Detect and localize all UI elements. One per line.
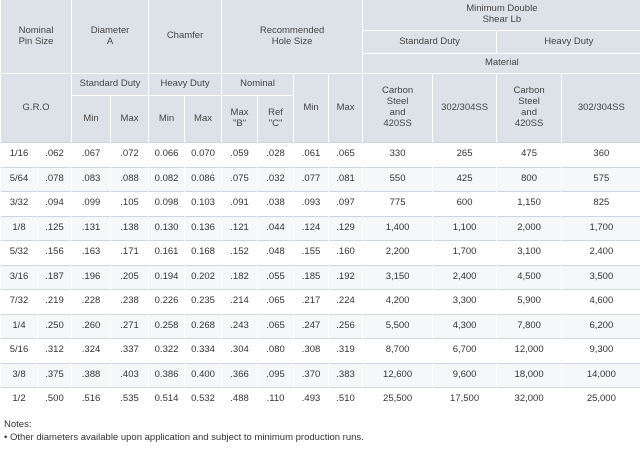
table-cell: 5/32 [1,241,38,266]
table-cell: 25,000 [562,388,640,412]
table-cell: 0.082 [149,167,185,192]
notes-item: • Other diameters available upon application and subject to minimum production runs. [4,431,364,443]
header-chamfer-heavy-duty: Heavy Duty [149,74,222,96]
table-cell: 5,500 [363,314,433,339]
table-cell: 360 [562,143,640,168]
table-cell: .138 [111,216,149,241]
table-row [1,241,640,266]
header-nominal-pin-size: Nominal Pin Size [1,0,72,74]
table-cell: .083 [72,167,111,192]
table-cell: .125 [38,216,72,241]
table-cell: .062 [38,143,72,168]
table-cell: .055 [258,265,294,290]
table-cell: .312 [38,339,72,364]
table-cell: .324 [72,339,111,364]
table-cell: .038 [258,192,294,217]
table-cell: .383 [329,363,363,388]
header-chamfer: Chamfer [149,0,222,74]
table-cell: .088 [111,167,149,192]
table-cell: .065 [258,314,294,339]
table-cell: 17,500 [433,388,497,412]
table-cell: 2,400 [562,241,640,266]
table-cell: 600 [433,192,497,217]
table-cell: .500 [38,388,72,412]
table-cell: .510 [329,388,363,412]
table-cell: .156 [38,241,72,266]
table-cell: .224 [329,290,363,315]
table-cell: .061 [294,143,329,168]
table-cell: .196 [72,265,111,290]
header-shear-standard-duty: Standard Duty [363,31,497,54]
table-cell: .219 [38,290,72,315]
table-cell: 2,000 [497,216,562,241]
table-cell: 12,000 [497,339,562,364]
header-chamfer-max: Max [185,96,222,143]
table-cell: .192 [329,265,363,290]
table-cell: 0.168 [185,241,222,266]
table-cell: .093 [294,192,329,217]
table-cell: .205 [111,265,149,290]
table-cell: .370 [294,363,329,388]
header-diameter: Diameter A [72,0,149,74]
header-hole-max: Max [329,74,363,143]
table-cell: .260 [72,314,111,339]
table-row [1,143,640,168]
header-material: Material [363,54,640,74]
table-cell: 0.226 [149,290,185,315]
table-row [1,290,640,315]
table-cell: .488 [222,388,258,412]
table-cell: 3/8 [1,363,38,388]
table-cell: 1/2 [1,388,38,412]
table-cell: 1,700 [562,216,640,241]
table-cell: .072 [111,143,149,168]
table-cell: .048 [258,241,294,266]
table-cell: .028 [258,143,294,168]
table-cell: 6,700 [433,339,497,364]
table-cell: .535 [111,388,149,412]
header-diameter-standard-duty: Standard Duty [72,74,149,96]
table-cell: 7/32 [1,290,38,315]
table-cell: .044 [258,216,294,241]
table-cell: 0.103 [185,192,222,217]
table-cell: 775 [363,192,433,217]
table-cell: .256 [329,314,363,339]
table-cell: 4,200 [363,290,433,315]
table-cell: 2,200 [363,241,433,266]
table-cell: .163 [72,241,111,266]
table-cell: 1,700 [433,241,497,266]
table-cell: 7,800 [497,314,562,339]
table-cell: 4,500 [497,265,562,290]
table-cell: 0.386 [149,363,185,388]
table-cell: .366 [222,363,258,388]
table-row [1,339,640,364]
table-cell: .243 [222,314,258,339]
table-cell: 9,600 [433,363,497,388]
table-cell: 425 [433,167,497,192]
header-chamfer-min: Min [149,96,185,143]
table-cell: .110 [258,388,294,412]
header-diameter-min: Min [72,96,111,143]
header-std-carbon-steel: Carbon Steel and 420SS [363,74,433,143]
table-cell: 12,600 [363,363,433,388]
table-cell: 0.194 [149,265,185,290]
table-cell: 1,150 [497,192,562,217]
table-cell: .228 [72,290,111,315]
table-cell: .160 [329,241,363,266]
table-cell: 1,400 [363,216,433,241]
table-cell: 0.066 [149,143,185,168]
header-nominal: Nominal [222,74,294,96]
table-cell: 3,100 [497,241,562,266]
table-cell: .059 [222,143,258,168]
table-cell: 330 [363,143,433,168]
table-row [1,167,640,192]
header-heavy-302-304ss: 302/304SS [562,74,640,143]
table-cell: .337 [111,339,149,364]
table-cell: .319 [329,339,363,364]
table-cell: .152 [222,241,258,266]
table-cell: .097 [329,192,363,217]
table-cell: 0.400 [185,363,222,388]
table-cell: 575 [562,167,640,192]
table-cell: 475 [497,143,562,168]
table-cell: .271 [111,314,149,339]
table-cell: 3,300 [433,290,497,315]
table-cell: 0.258 [149,314,185,339]
table-cell: 0.130 [149,216,185,241]
table-cell: 0.268 [185,314,222,339]
table-cell: .065 [258,290,294,315]
table-cell: .493 [294,388,329,412]
table-cell: .247 [294,314,329,339]
table-cell: .091 [222,192,258,217]
table-cell: 0.161 [149,241,185,266]
table-cell: .187 [38,265,72,290]
table-cell: 1/16 [1,143,38,168]
table-cell: .077 [294,167,329,192]
table-cell: 0.334 [185,339,222,364]
table-cell: 1/8 [1,216,38,241]
table-cell: 1,100 [433,216,497,241]
table-cell: .171 [111,241,149,266]
table-cell: .080 [258,339,294,364]
table-cell: .388 [72,363,111,388]
table-cell: 5,900 [497,290,562,315]
table-cell: 0.202 [185,265,222,290]
table-row [1,265,640,290]
table-cell: 32,000 [497,388,562,412]
table-cell: 9,300 [562,339,640,364]
table-cell: 6,200 [562,314,640,339]
header-recommended-hole-size: Recommended Hole Size [222,0,363,74]
table-cell: 25,500 [363,388,433,412]
table-body [1,143,640,412]
header-std-302-304ss: 302/304SS [433,74,497,143]
table-cell: .075 [222,167,258,192]
table-cell: 1/4 [1,314,38,339]
table-cell: 0.322 [149,339,185,364]
table-row [1,216,640,241]
header-heavy-carbon-steel: Carbon Steel and 420SS [497,74,562,143]
header-gro: G.R.O [1,74,72,143]
table-cell: 0.070 [185,143,222,168]
table-row [1,388,640,412]
table-cell: .124 [294,216,329,241]
table-cell: 4,300 [433,314,497,339]
table-cell: .375 [38,363,72,388]
table-cell: 3,500 [562,265,640,290]
table-cell: 5/16 [1,339,38,364]
table-cell: .099 [72,192,111,217]
table-cell: .238 [111,290,149,315]
table-cell: .155 [294,241,329,266]
table-cell: .131 [72,216,111,241]
table-cell: .516 [72,388,111,412]
table-cell: 265 [433,143,497,168]
table-header [1,0,640,143]
table-cell: 0.086 [185,167,222,192]
table-cell: .081 [329,167,363,192]
table-cell: .304 [222,339,258,364]
table-cell: 14,000 [562,363,640,388]
table-cell: 8,700 [363,339,433,364]
table-cell: .214 [222,290,258,315]
table-cell: 2,400 [433,265,497,290]
table-cell: 800 [497,167,562,192]
table-cell: .129 [329,216,363,241]
table-cell: 0.514 [149,388,185,412]
table-cell: .078 [38,167,72,192]
table-cell: 3/32 [1,192,38,217]
table-cell: .067 [72,143,111,168]
table-cell: .250 [38,314,72,339]
table-cell: 0.532 [185,388,222,412]
header-diameter-max: Max [111,96,149,143]
header-min-double-shear: Minimum Double Shear Lb [363,0,640,31]
table-cell: .094 [38,192,72,217]
table-cell: .065 [329,143,363,168]
table-cell: 3/16 [1,265,38,290]
table-cell: .185 [294,265,329,290]
table-cell: .121 [222,216,258,241]
table-cell: .403 [111,363,149,388]
notes-section [0,412,640,444]
table-cell: 4,600 [562,290,640,315]
table-cell: .032 [258,167,294,192]
table-cell: .095 [258,363,294,388]
header-shear-heavy-duty: Heavy Duty [497,31,640,54]
table-cell: 550 [363,167,433,192]
table-cell: .217 [294,290,329,315]
header-nominal-ref-c: Ref "C" [258,96,294,143]
table-cell: 3,150 [363,265,433,290]
table-row [1,363,640,388]
table-cell: 0.136 [185,216,222,241]
table-cell: 18,000 [497,363,562,388]
table-cell: .182 [222,265,258,290]
table-cell: 0.235 [185,290,222,315]
header-nominal-max-b: Max "B" [222,96,258,143]
header-hole-min: Min [294,74,329,143]
table-row [1,314,640,339]
table-cell: .105 [111,192,149,217]
table-cell: 825 [562,192,640,217]
table-row [1,192,640,217]
table-cell: .308 [294,339,329,364]
table-cell: 0.098 [149,192,185,217]
notes-title: Notes: [4,418,32,430]
table-cell: 5/64 [1,167,38,192]
